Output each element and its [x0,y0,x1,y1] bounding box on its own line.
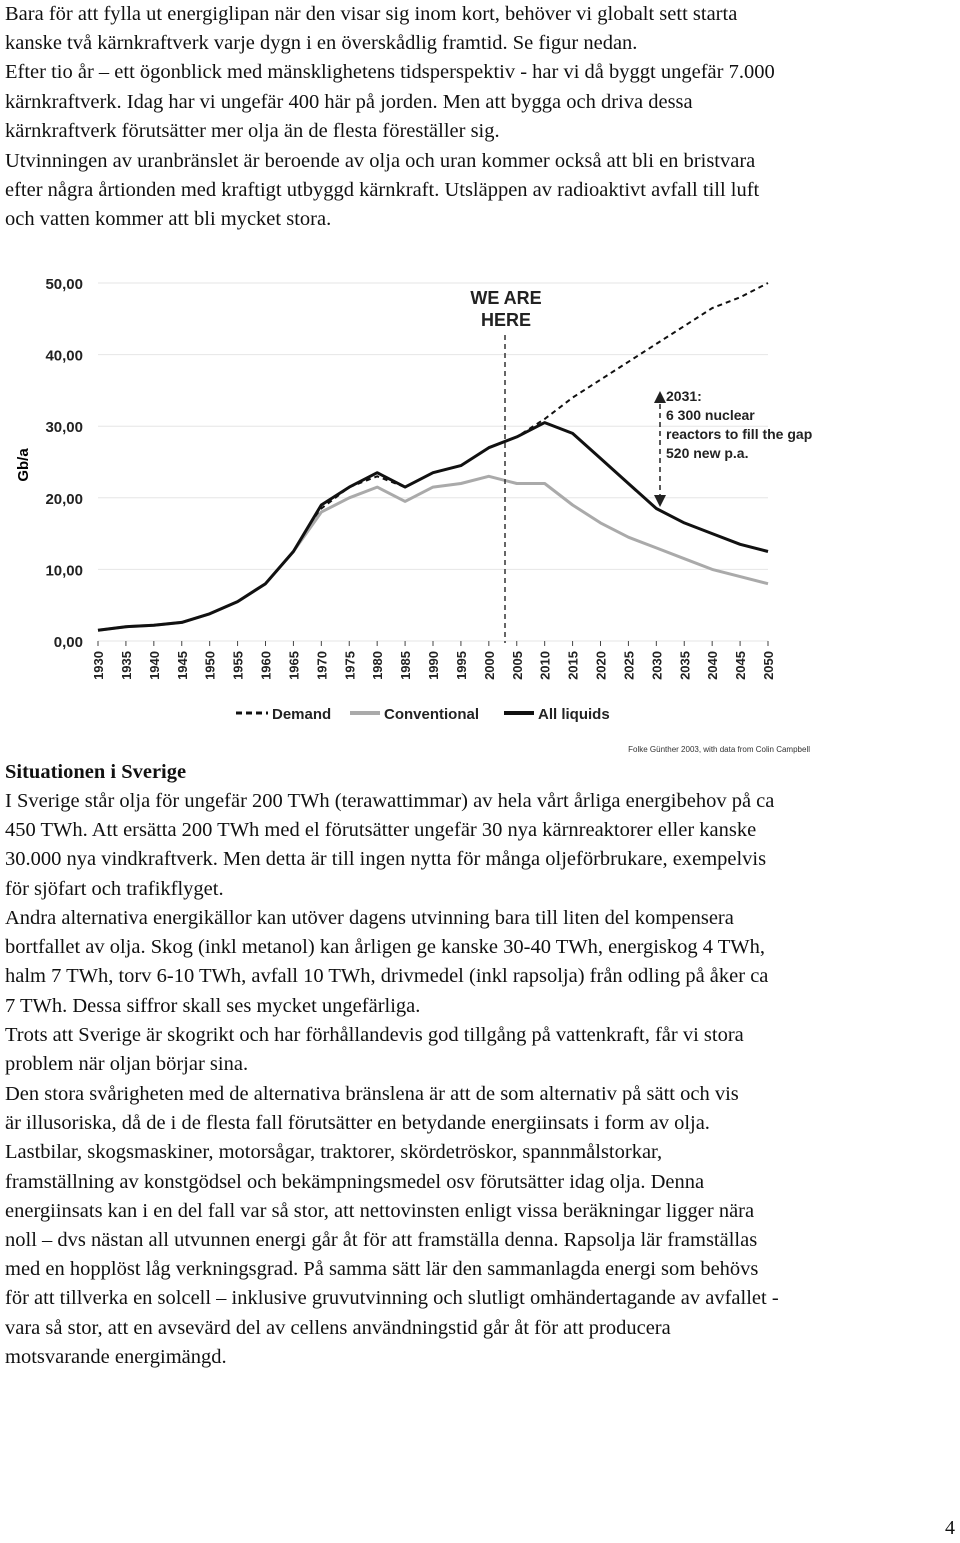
y-tick-label: 10,00 [45,562,83,580]
x-tick-label: 1990 [426,651,441,680]
x-axis-ticks [91,641,776,680]
intro-paragraph-2: Utvinningen av uranbränslet är beroende av olja och uran kommer också att bli en bristvara efter några årtionden med kraftigt utbyggd kärnkraft. Utsläppen av radioaktivt avfall till luft och vatten kommer att bli mycket stora. [5,150,760,231]
legend-label-demand: Demand [272,706,332,723]
x-tick-label: 1980 [370,651,386,680]
x-tick-label: 2050 [761,651,776,680]
y-tick-label: 50,00 [45,276,83,293]
x-tick-label: 1985 [398,651,414,680]
section-paragraph-2: Andra alternativa energikällor kan utöver dagens utvinning bara till liten del kompensera bortfallet av olja. Skog (inkl metanol) kan årligen ge kanske 30-40 TWh, energiskog 4 TWh, halm 7 TWh, torv 6-10 TWh, avfall 10 TWh, drivmedel (inkl rapsolja) från odling på åker ca 7 TWh. Dessa siffror skall ses mycket ungefärliga. [5,907,769,1017]
x-tick-label: 2010 [537,651,553,680]
x-tick-label: 2025 [621,651,637,680]
legend-label-all-liquids: All liquids [538,706,610,723]
we-are-here-label-line2: HERE [480,310,532,330]
y-tick-label: 40,00 [45,347,83,365]
chart-legend [236,706,610,723]
x-tick-label: 1975 [342,651,358,680]
x-tick-label: 2035 [677,651,693,680]
section-paragraph-3: Trots att Sverige är skogrikt och har förhållandevis god tillgång på vattenkraft, får vi stora problem när oljan börjar sina. [5,1024,744,1076]
y-axis-label: Gb/a [15,448,32,482]
x-tick-label: 1965 [286,651,302,680]
gap-label-line4: 520 new p.a. [666,445,749,461]
x-tick-label: 2030 [649,651,665,680]
x-tick-label: 1930 [91,651,106,680]
gap-arrow-tail [654,391,666,403]
legend-label-conventional: Conventional [384,706,480,723]
gap-label-line3: reactors to fill the gap [666,426,813,442]
x-tick-label: 1995 [453,651,469,680]
gap-arrow-head [654,495,666,507]
intro-paragraph-1: Bara för att fylla ut energiglipan när den visar sig inom kort, behöver vi globalt sett starta kanske två kärnkraftverk varje dygn i en överskådlig framtid. Se figur nedan. Efter tio år – ett ögonblick med mänsklighetens tidsperspektiv - har vi då byggt ungefär 7.000 kärnkraftverk. Idag har vi ungefär 400 här på jorden. Men att bygga och driva dessa kärnkraftverk förutsätter mer olja än de flesta föreställer sig. [5,3,775,142]
y-tick-label: 30,00 [45,419,83,437]
y-tick-label: 0,00 [53,634,83,651]
gap-label-line2: 6 300 nuclear [666,407,755,423]
x-tick-label: 2040 [705,651,721,680]
x-tick-label: 1955 [230,651,246,680]
x-tick-label: 1970 [314,651,330,680]
chart-source: Folke Günther 2003, with data from Colin Campbell [628,745,810,754]
x-tick-label: 2045 [733,651,749,680]
x-tick-label: 2000 [481,651,497,680]
x-tick-label: 1940 [146,651,162,680]
section-paragraph-4: Den stora svårigheten med de alternativa bränslena är att de som alternativ på sätt och vis är illusoriska, då de i de flesta fall förutsätter en betydande energiinsats i form av olja. Lastbilar, skogsmaskiner, motorsågar, traktorer, skördetröskor, spannmålstorkar, framställning av konstgödsel och bekämpningsmedel osv förutsätter idag olja. Denna energiinsats kan i en del fall var så stor, att nettovinsten enligt vissa beräkningar ligger nära noll – dvs nästan all utvunnen energi går åt för att framställa denna. Rapsolja lär framställas med en hopplöst låg verkningsgrad. På samma sätt lär den sammanlagda energi som behövs för att tillverka en solcell – inklusive gruvutvinning och slutligt omhändertagande av avfallet - vara så stor, att en avsevärd del av cellens användningstid går åt för att producera motsvarande energimängd. [5,1083,779,1368]
oil-production-chart [0,255,960,755]
section-paragraph-1: I Sverige står olja för ungefär 200 TWh (terawattimmar) av hela vårt årliga energibehov på ca 450 TWh. Att ersätta 200 TWh med el förutsätter ungefär 30 nya kärnreaktorer eller kanske 30.000 nya vindkraftverk. Men detta är till ingen nytta för många oljeförbrukare, exempelvis för sjöfart och trafikflyget. [5,790,775,900]
x-tick-label: 2005 [509,651,525,680]
page-number: 4 [945,1517,955,1539]
gap-label-line1: 2031: [666,388,702,404]
x-tick-label: 2020 [593,651,609,680]
x-tick-label: 1950 [202,651,218,680]
y-tick-label: 20,00 [45,490,83,508]
x-tick-label: 1960 [258,651,274,680]
x-tick-label: 1945 [174,651,190,680]
x-tick-label: 2015 [565,651,581,680]
we-are-here-label-line1: WE ARE [470,288,542,308]
section-heading: Situationen i Sverige [5,761,187,783]
x-tick-label: 1935 [118,651,134,680]
y-axis-ticks [45,276,83,651]
series-line-conventional [98,476,768,630]
